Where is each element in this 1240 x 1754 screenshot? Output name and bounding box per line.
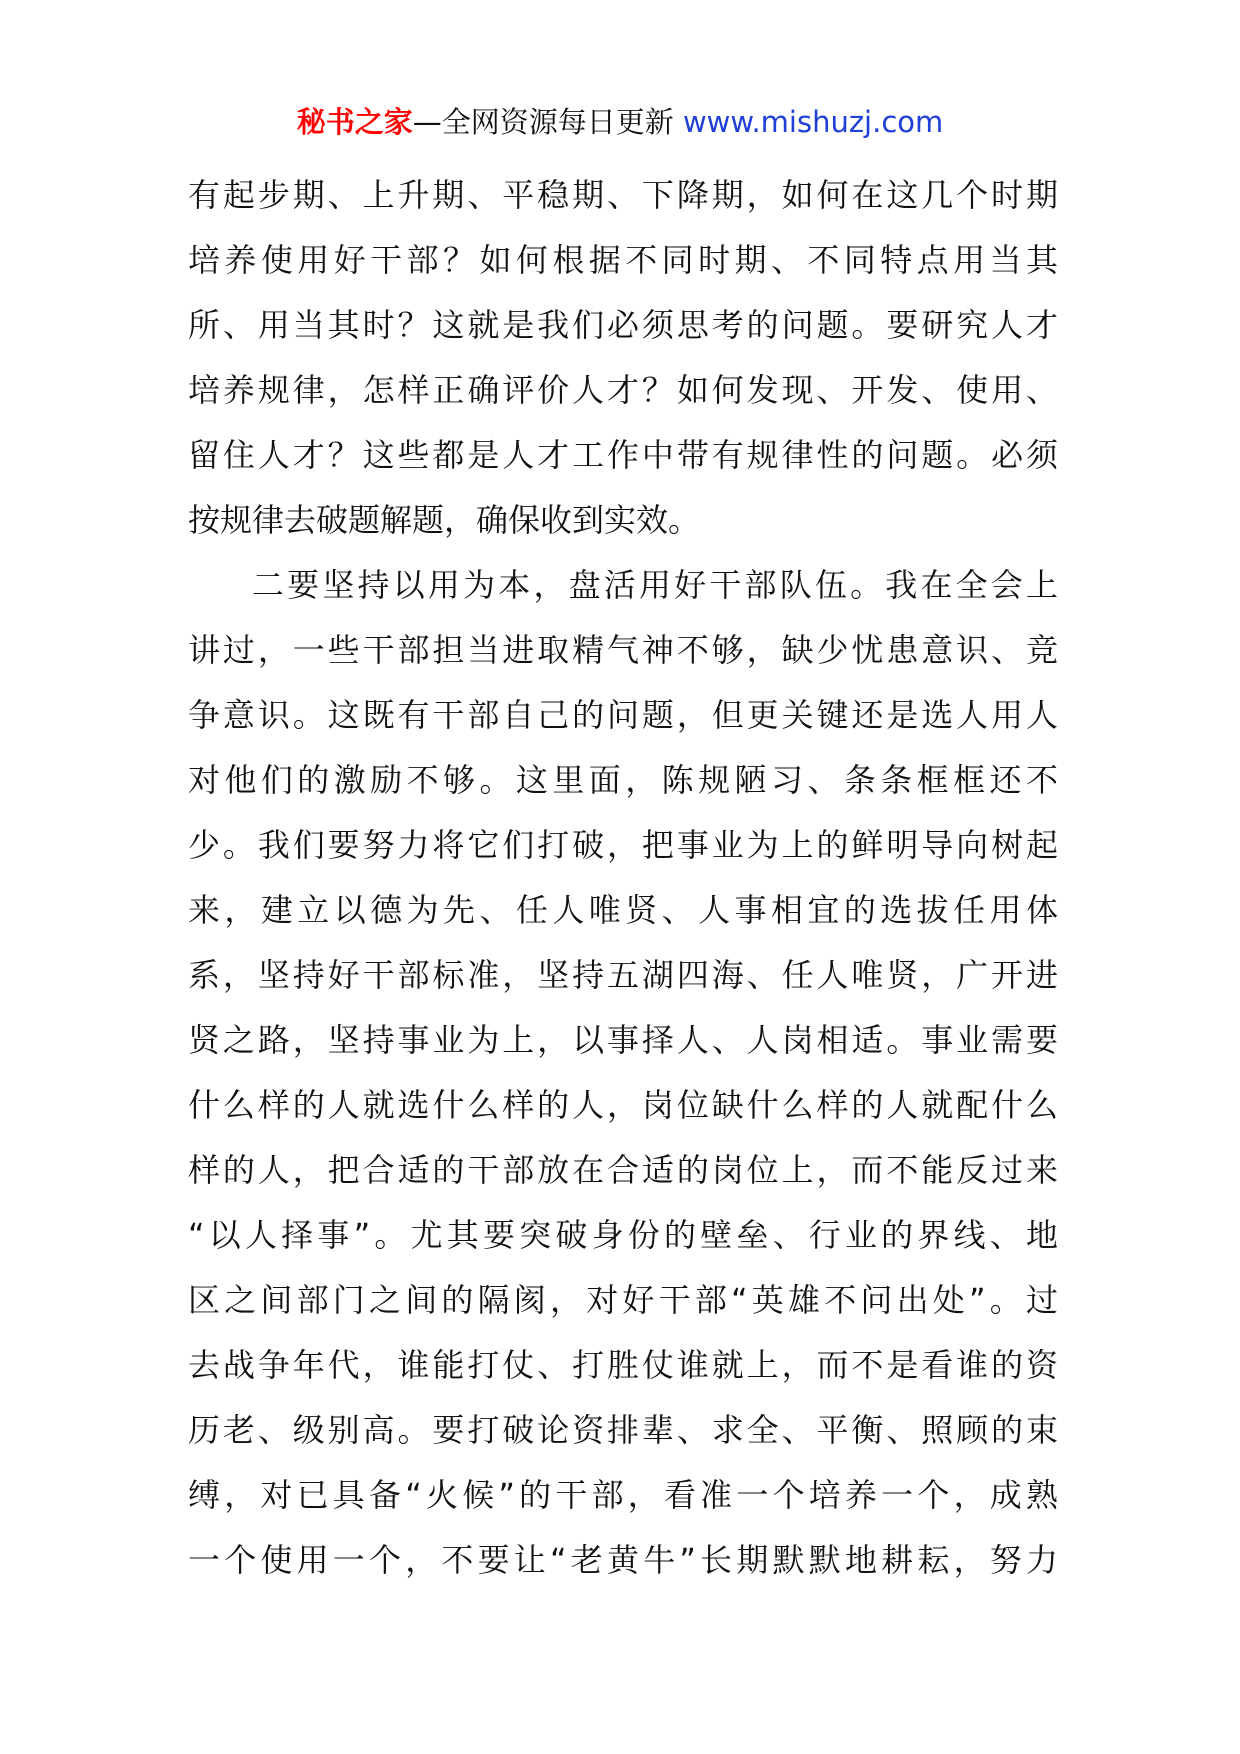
text-line: 样的人，把合适的干部放在合适的岗位上，而不能反过来 bbox=[188, 1151, 1058, 1189]
text-line: 系，坚持好干部标准，坚持五湖四海、任人唯贤，广开进 bbox=[188, 956, 1058, 994]
text-line: 对他们的激励不够。这里面，陈规陋习、条条框框还不 bbox=[188, 761, 1058, 799]
header-site-link[interactable]: www.mishuzj.com bbox=[682, 105, 944, 139]
text-line: 什么样的人就选什么样的人，岗位缺什么样的人就配什么 bbox=[188, 1086, 1058, 1124]
document-body bbox=[188, 163, 1058, 1593]
text-line: 讲过，一些干部担当进取精气神不够，缺少忧患意识、竞 bbox=[188, 631, 1058, 669]
text-line: 缚，对已具备“火候”的干部，看准一个培养一个，成熟 bbox=[188, 1476, 1058, 1514]
text-line: 培养使用好干部？如何根据不同时期、不同特点用当其 bbox=[188, 241, 1058, 279]
header-brand: 秘书之家 bbox=[296, 105, 413, 139]
text-line: 去战争年代，谁能打仗、打胜仗谁就上，而不是看谁的资 bbox=[188, 1346, 1058, 1384]
text-line: 来，建立以德为先、任人唯贤、人事相宜的选拔任用体 bbox=[188, 891, 1058, 929]
text-line: 按规律去破题解题，确保收到实效。 bbox=[188, 501, 701, 539]
header-slogan: —全网资源每日更新 bbox=[412, 105, 674, 139]
text-line: 贤之路，坚持事业为上，以事择人、人岗相适。事业需要 bbox=[188, 1021, 1058, 1059]
text-line: 留住人才？这些都是人才工作中带有规律性的问题。必须 bbox=[188, 436, 1058, 474]
text-line: 培养规律，怎样正确评价人才？如何发现、开发、使用、 bbox=[188, 371, 1058, 409]
text-line: 有起步期、上升期、平稳期、下降期，如何在这几个时期 bbox=[188, 176, 1058, 214]
text-line: “以人择事”。尤其要突破身份的壁垒、行业的界线、地 bbox=[188, 1216, 1058, 1254]
text-line: 一个使用一个，不要让“老黄牛”长期默默地耕耘，努力 bbox=[188, 1541, 1058, 1579]
text-line: 少。我们要努力将它们打破，把事业为上的鲜明导向树起 bbox=[188, 826, 1058, 864]
text-line: 所、用当其时？这就是我们必须思考的问题。要研究人才 bbox=[188, 306, 1058, 344]
page-header bbox=[0, 100, 1240, 144]
text-line: 历老、级别高。要打破论资排辈、求全、平衡、照顾的束 bbox=[188, 1411, 1058, 1449]
text-line: 争意识。这既有干部自己的问题，但更关键还是选人用人 bbox=[188, 696, 1058, 734]
text-line: 区之间部门之间的隔阂，对好干部“英雄不问出处”。过 bbox=[188, 1281, 1058, 1319]
text-line: 二要坚持以用为本，盘活用好干部队伍。我在全会上 bbox=[252, 566, 1058, 604]
